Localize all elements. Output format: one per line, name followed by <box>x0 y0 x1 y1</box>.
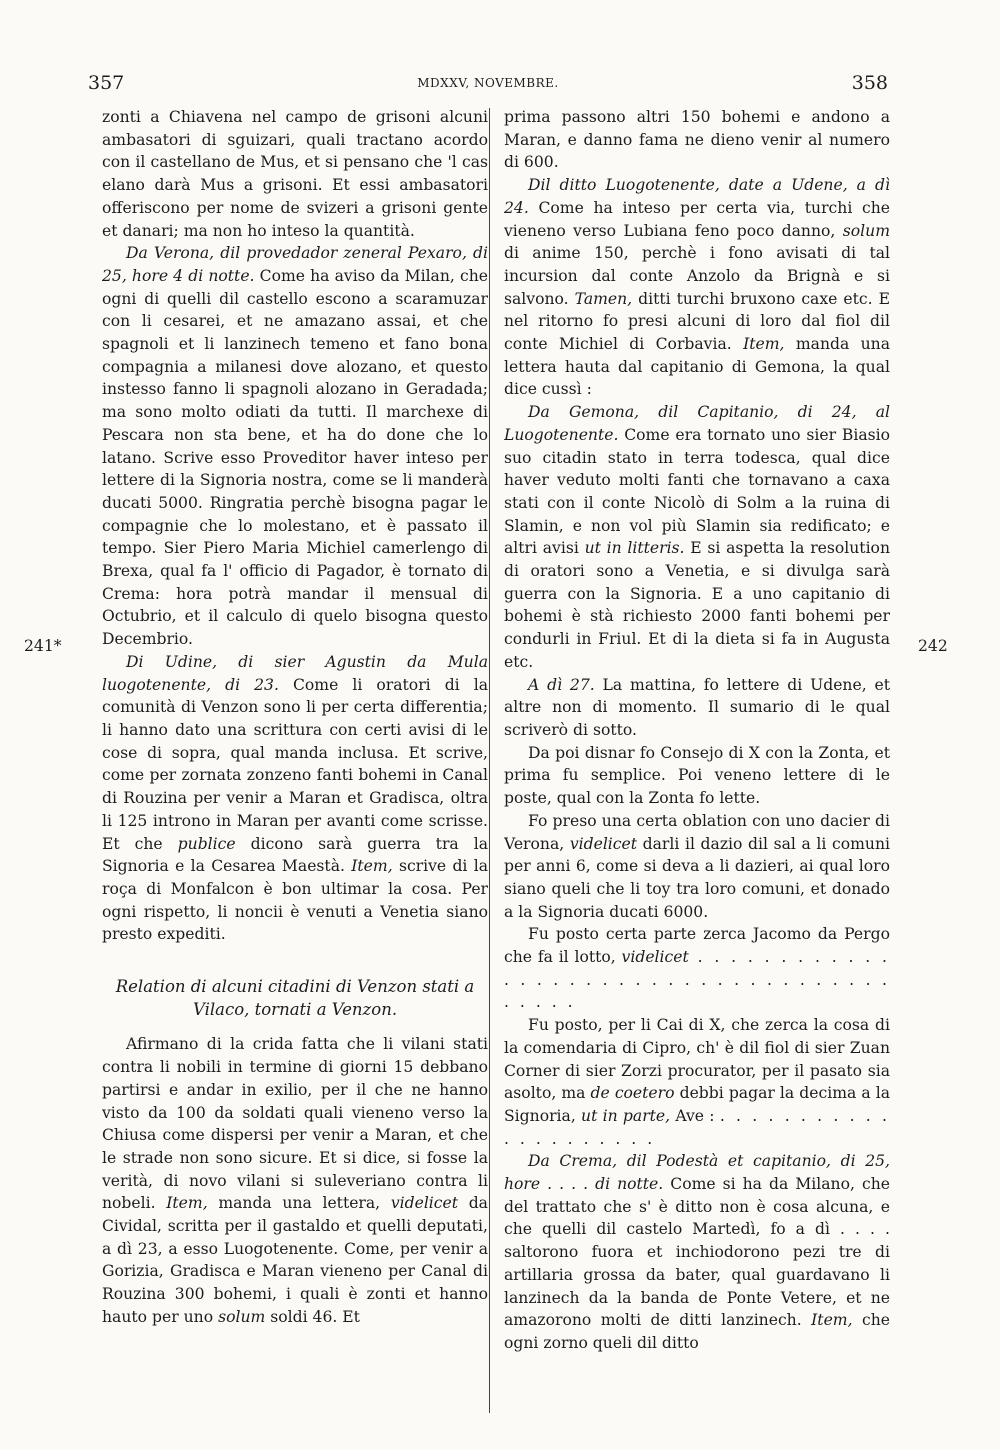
latin-term: Tamen, <box>574 289 633 308</box>
ellipsis-dots: . . . . . . . . . . . . . . . . . . . . . <box>504 1106 890 1148</box>
dispatch-heading: A dì 27. <box>528 675 595 694</box>
latin-term: solum <box>842 221 890 240</box>
latin-term: Item, <box>166 1194 208 1213</box>
section-heading-line: Vilaco, tornati a Venzon. <box>192 999 398 1019</box>
paragraph-text: da Cividal, scritta per il gastaldo et quelli deputati, a dì 23, a esso Luogotenente. Come, per venir a Gorizia, Gradisca e Maran vieneno per Canal di Rouzina 300 bohemi, i quali è zonti et hanno hauto per uno <box>102 1194 488 1326</box>
paragraph <box>504 810 890 924</box>
paragraph-text: Fu posto, per li Cai di X, che zerca la cosa di la comendaria di Cipro, ch' è dil fiol di sier Zuan Corner di sier Zorzi procurator, per il pasato sia asolto, ma <box>504 1016 890 1103</box>
left-column <box>102 106 488 1416</box>
paragraph-text: Come si ha da Milano, che del trattato che s' è ditto non è cosa alcuna, e che quelli dil castelo Martedì, fo a dì . . . . saltorono fuora et inchiodorono pezi tre di artillaria grossa da bater, qual guardavano li lanzinech da la banda de Ponte Vetere, et ne amazorono molti de ditti lanzinech. <box>504 1175 890 1330</box>
paragraph-text: dicono sarà guerra tra la Signoria e la Cesarea Maestà. <box>102 834 488 876</box>
paragraph-text: E si aspetta la resolution di oratori sono a Venetia, e si divulga sarà guerra con la Signoria. E a uno capitanio di bohemi è stà richiesto 2000 fanti bohemi per condurli in Friul. Et di la dieta si fa in Augusta etc. <box>504 539 890 671</box>
paragraph: Da poi disnar fo Consejo di X con la Zonta, et prima fu semplice. Poi veneno lettere di le poste, qual con la Zonta fo lette. <box>504 743 890 808</box>
paragraph-text: Come ha inteso per certa via, turchi che vieneno verso Lubiana feno poco danno, <box>504 198 890 240</box>
running-title: MDXXV, NOVEMBRE. <box>417 76 559 90</box>
paragraph-text: Come ha aviso da Milan, che ogni di quelli dil castello escono a scaramuzar con li cesarei, et ne amazano assai, et che spagnoli et li lanzinech temeno et fano bona compagnia a milanesi dove alozano, et questo instesso fanno li spagnoli alozano in Geradada; ma sono molto odiati da tutti. Il marchexe di Pescara non sta bene, et ha do done che lo latano. Scrive esso Proveditor haver inteso per lettere di la Signoria nostra, come se li manderà ducati 5000. Ringratia perchè bisogna pagar le compagnie che lo molestano, et è passato il tempo. Sier Piero Maria Michiel camerlengo di Brexa, qual fa l' officio di Pagador, è tornato di Crema: hora potrà mandar il mensual di Octubrio, et il calculo di quelo bisogna questo Decembrio. <box>102 266 488 649</box>
paragraph <box>504 1150 890 1354</box>
paragraph: prima passono altri 150 bohemi e andono a Maran, e danno fama ne dieno venir al numero di 600. <box>504 108 890 172</box>
margin-note-left: 241* <box>24 637 62 655</box>
section-heading-line: Relation di alcuni citadini di Venzon stati a <box>115 977 475 997</box>
paragraph <box>102 1033 488 1328</box>
paragraph-text: manda una lettera, <box>207 1194 391 1213</box>
column-divider <box>489 108 490 1413</box>
latin-term: Item, <box>743 335 785 354</box>
paragraph-text: Fu posto certa parte zerca Jacomo da Pergo che fa il lotto, <box>504 925 890 967</box>
dispatch-heading: Di Udine, di sier Agustin da Mula luogotenente, di 23. <box>102 652 488 694</box>
margin-note-right: 242 <box>918 637 948 655</box>
latin-term: videlicet <box>621 948 689 967</box>
latin-term: videlicet <box>569 834 638 853</box>
paragraph-text: Ave : <box>670 1106 720 1125</box>
paragraph-text: Afirmano di la crida fatta che li vilani stati contra li nobili in termine di giorni 15 debbano partirsi e andar in exilio, per il che ne hanno visto da 100 da soldati quali vieneno verso la Chiusa come dispersi per venir a Maran, et che le strade non sono sicure. Et si dice, si fosse la verità, di novo vilani si suleveriano contra li nobeli. <box>102 1035 488 1213</box>
paragraph-text: Come li oratori di la comunità di Venzon sono li per certa differentia; li hanno dato una scrittura con certi avisi di le cose di sopra, qual manda inclusa. Et scrive, come per zornata zonzeno fanti bohemi in Canal di Rouzina per venir a Maran et Gradisca, oltra li 125 introno in Maran per avanti come scrisse. Et che <box>102 675 488 853</box>
paragraph <box>504 1014 890 1150</box>
dispatch-heading: Da Gemona, dil Capitanio, di 24, al Luogotenente. <box>504 403 890 444</box>
latin-term: ut in parte, <box>581 1106 671 1125</box>
paragraph <box>504 174 890 401</box>
paragraph <box>102 242 488 651</box>
latin-term: publice <box>177 834 236 853</box>
dispatch-heading: Dil ditto Luogotenente, date a Udene, a dì 24. <box>504 176 890 217</box>
dispatch-heading: Da Verona, dil provedador zeneral Pexaro, di 25, hore 4 di notte. <box>102 244 488 285</box>
paragraph <box>504 674 890 742</box>
right-column <box>504 106 890 1416</box>
paragraph <box>504 401 890 673</box>
paragraph-text: debbi pagar la decima a la Signoria, <box>504 1084 890 1125</box>
paragraph-text: scrive di la roça di Monfalcon è bon ultimar la cosa. Per ogni rispetto, li noncii è venuti a Venetia siano presto expediti. <box>102 857 488 944</box>
paragraph-text: ditti turchi bruxono caxe etc. E nel ritorno fo presi alcuni di loro dal fiol dil conte Michiel di Corbavia. <box>504 289 890 354</box>
paragraph <box>504 923 890 1014</box>
latin-term: solum <box>218 1307 266 1326</box>
paragraph-text: che ogni zorno queli dil ditto <box>504 1311 890 1352</box>
latin-term: ut in litteris. <box>584 539 685 558</box>
paragraph-text: Come era tornato uno sier Biasio suo citadin stato in terra todesca, qual dice haver veduto molti fanti che tornavano a caxa stati con il conte Nicolò di Solm a la ruina di Slamin, e non vol più Slamin sia redificato; e altri avisi <box>504 425 890 558</box>
latin-term: videlicet <box>390 1194 459 1213</box>
paragraph-text: soldi 46. Et <box>265 1307 360 1326</box>
paragraph-text: darli il dazio dil sal a li comuni per anni 6, come si deva a li dazieri, ai qual loro siano queli che li toy tra loro comuni, et donado a la Signoria ducati 6000. <box>504 834 890 921</box>
paragraph <box>102 651 488 946</box>
latin-term: Item, <box>811 1311 853 1330</box>
section-heading <box>102 976 488 1021</box>
latin-term: Item, <box>351 857 393 876</box>
paragraph: zonti a Chiavena nel campo de grisoni alcuni ambasatori di sguizari, quali tractano acordo con il castellano de Mus, et si pensano che 'l cas elano darà Mus a grisoni. Et essi ambasatori offeriscono per nome de svizeri a grisoni gente et danari; ma non ho inteso la quantità. <box>102 108 488 240</box>
ellipsis-dots: . . . . . . . . . . . . . . . . . . . . . . . . . . . . . . . . . . . . . . . . . <box>504 948 890 1012</box>
latin-term: de coetero <box>590 1084 675 1103</box>
page-header <box>88 72 888 102</box>
dispatch-heading: Da Crema, dil Podestà et capitanio, di 25, hore . . . . di notte. <box>504 1152 890 1194</box>
page-number-right: 358 <box>851 72 888 94</box>
paragraph-text: Fo preso una certa oblation con uno dacier di Verona, <box>504 811 890 853</box>
paragraph-text: manda una lettera hauta dal capitanio di Gemona, la qual dice cussì : <box>504 335 890 399</box>
paragraph-text: La mattina, fo lettere di Udene, et altre non di momento. Il sumario di le qual scriverò di sotto. <box>504 675 890 739</box>
paragraph-text: di anime 150, perchè i fono avisati di tal incursion dal conte Anzolo da Brignà e si salvono. <box>504 244 890 308</box>
page-number-left: 357 <box>88 72 125 94</box>
